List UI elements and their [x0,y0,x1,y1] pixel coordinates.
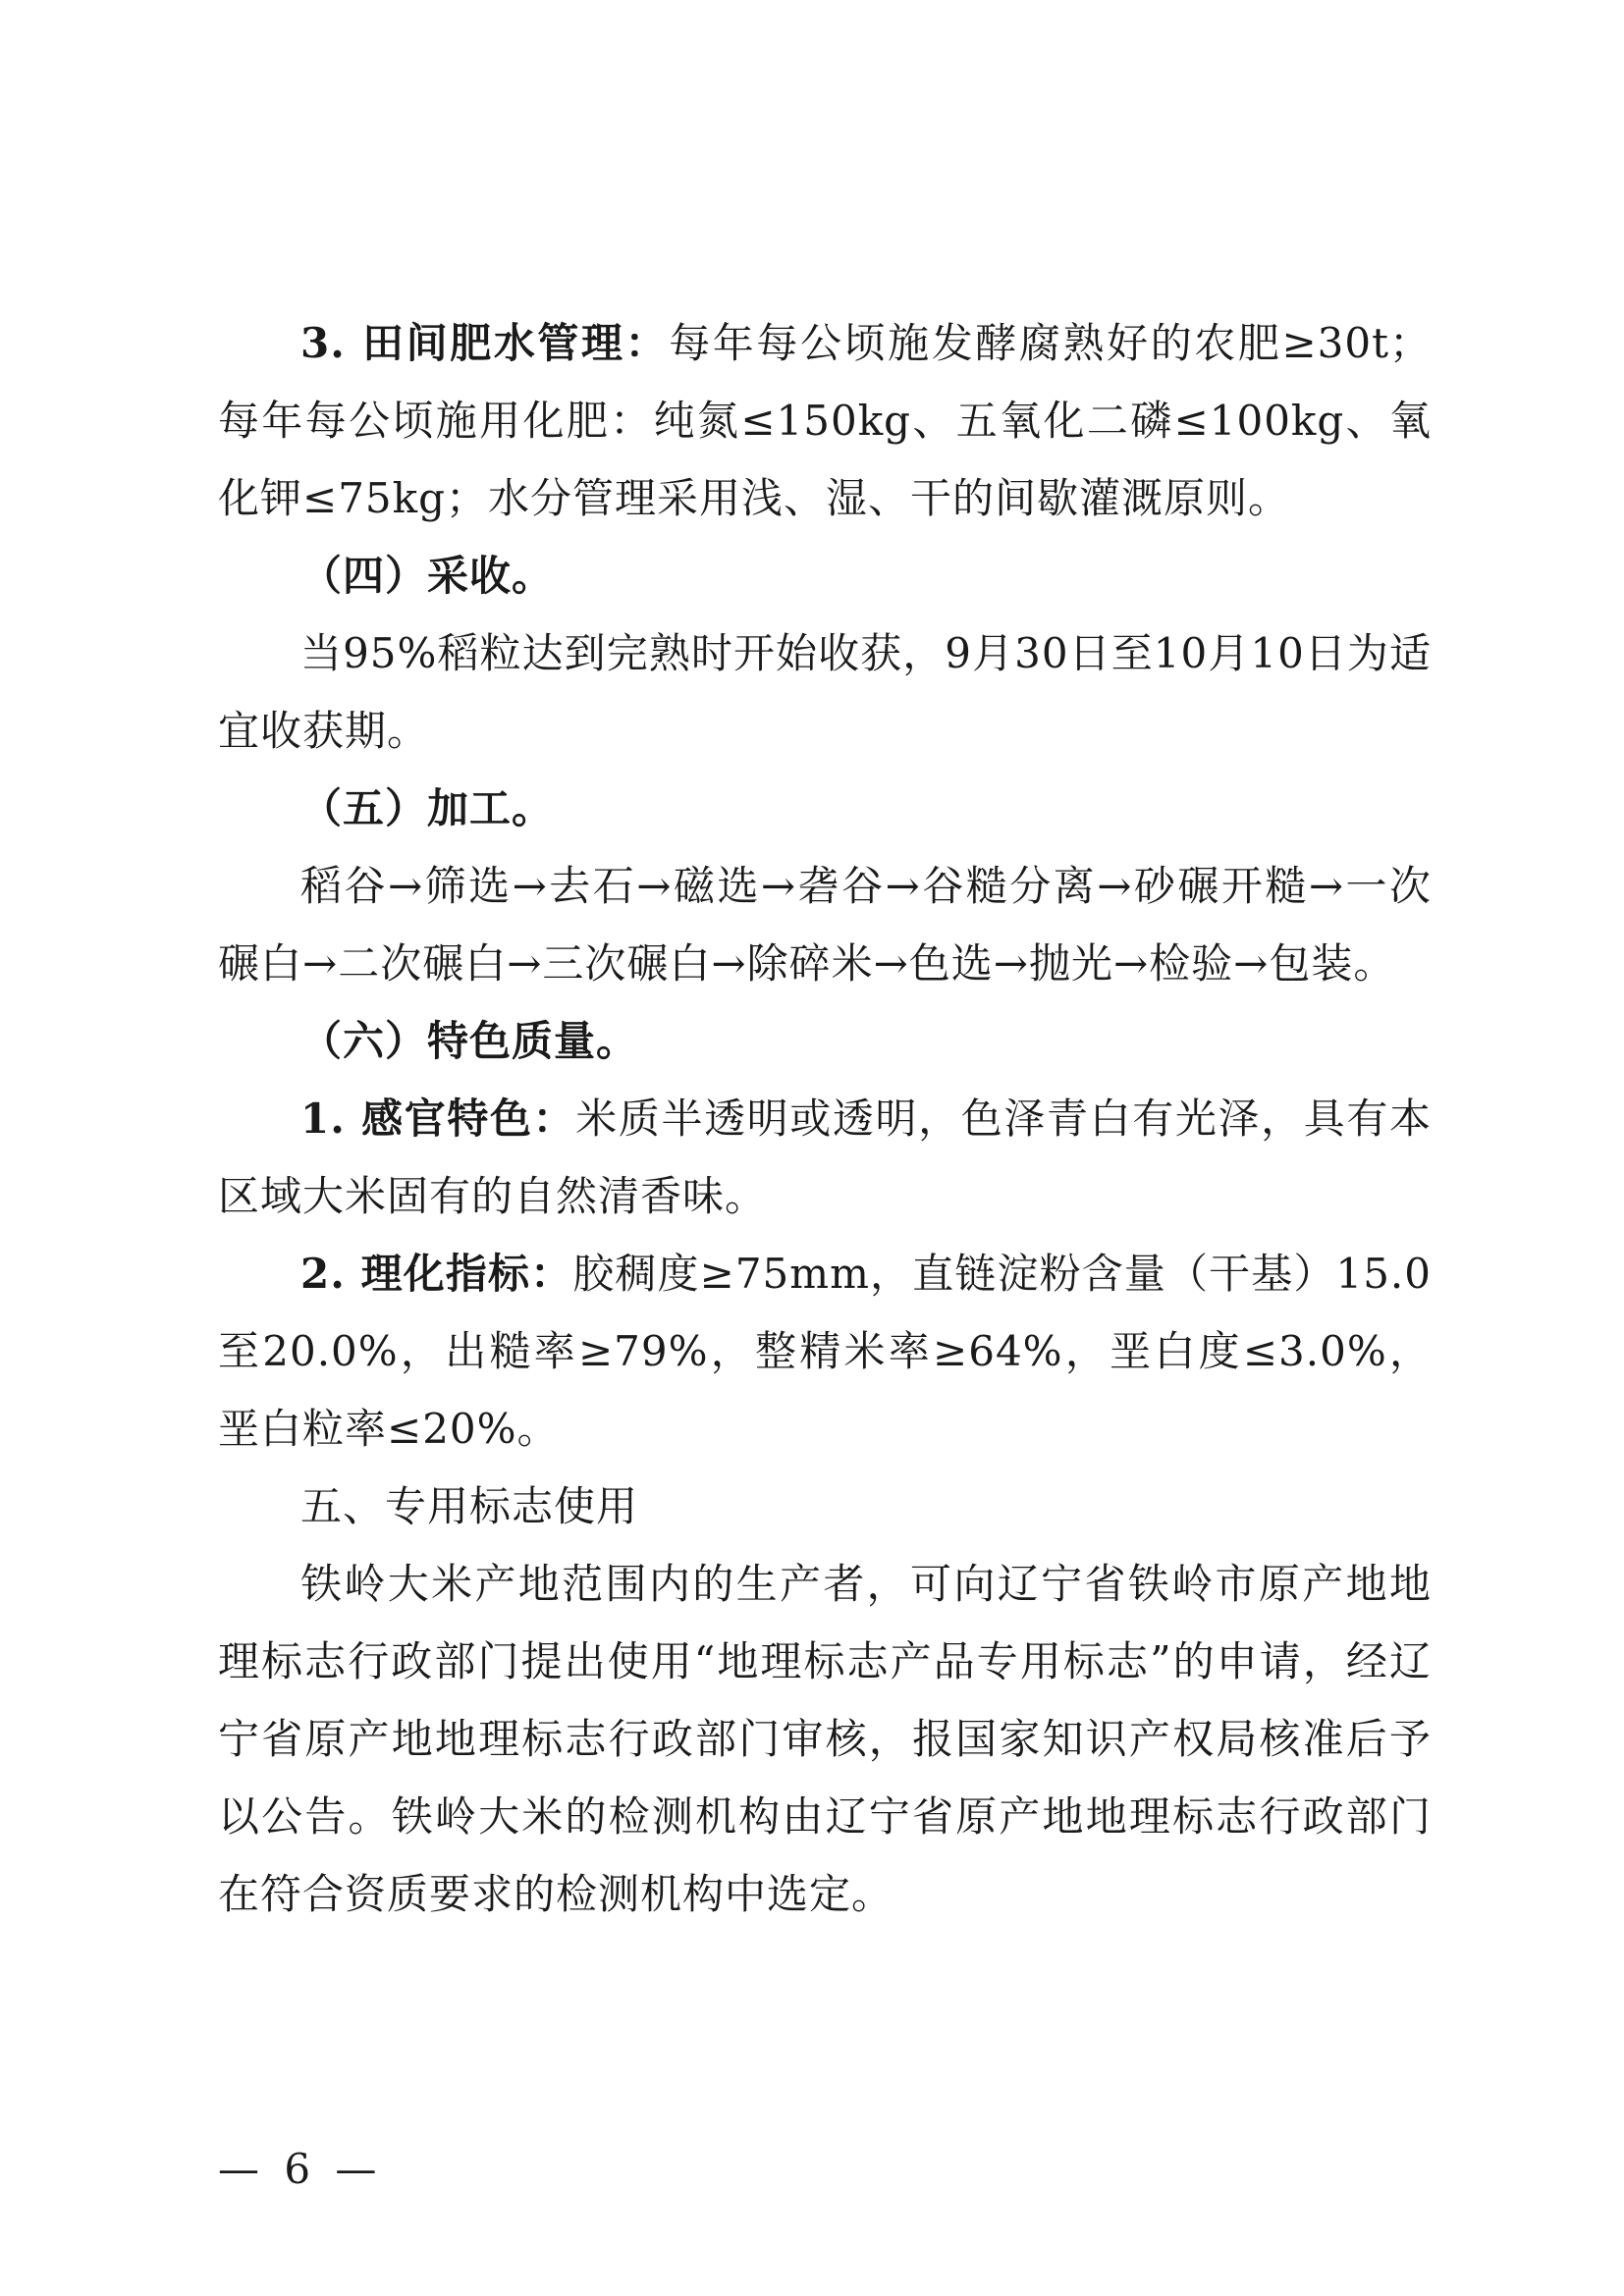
physchem-paragraph [218,1235,1432,1468]
quality-heading: （六）特色质量。 [300,1017,639,1065]
physchem-text: 胶稠度≥75mm，直链淀粉含量（干基）15.0至20.0%，出糙率≥79%，整精米率≥64%，垩白度≤3.0%，垩白粒率≤20%。 [218,1250,1432,1453]
fertilizer-label: 3. 田间肥水管理： [300,319,670,367]
harvest-heading: （四）采收。 [300,552,555,600]
processing-paragraph: 稻谷→筛选→去石→磁选→砻谷→谷糙分离→砂碾开糙→一次碾白→二次碾白→三次碾白→除碎米→色选→抛光→检验→包装。 [218,862,1432,988]
physchem-label: 2. 理化指标： [300,1250,573,1298]
fertilizer-paragraph [218,304,1432,537]
processing-heading: （五）加工。 [300,784,555,832]
harvest-paragraph: 当95%稻粒达到完熟时开始收获，9月30日至10月10日为适宜收获期。 [218,629,1432,755]
logo-usage-paragraph: 铁岭大米产地范围内的生产者，可向辽宁省铁岭市原产地地理标志行政部门提出使用“地理标志产品专用标志”的申请，经辽宁省原产地地理标志行政部门审核，报国家知识产权局核准后予以公告。铁岭大米的检测机构由辽宁省原产地地理标志行政部门在符合资质要求的检测机构中选定。 [218,1560,1432,1918]
page-number: — 6 — [218,2145,383,2193]
document-body [218,304,1432,1933]
fertilizer-text: 每年每公顷施发酵腐熟好的农肥≥30t；每年每公顷施用化肥：纯氮≤150kg、五氧化二磷≤100kg、氧化钾≤75kg；水分管理采用浅、湿、干的间歇灌溉原则。 [218,319,1432,522]
sensory-label: 1. 感官特色： [300,1095,576,1143]
logo-usage-heading: 五、专用标志使用 [300,1482,639,1530]
sensory-paragraph [218,1080,1432,1235]
sensory-text: 米质半透明或透明，色泽青白有光泽，具有本区域大米固有的自然清香味。 [218,1095,1432,1220]
